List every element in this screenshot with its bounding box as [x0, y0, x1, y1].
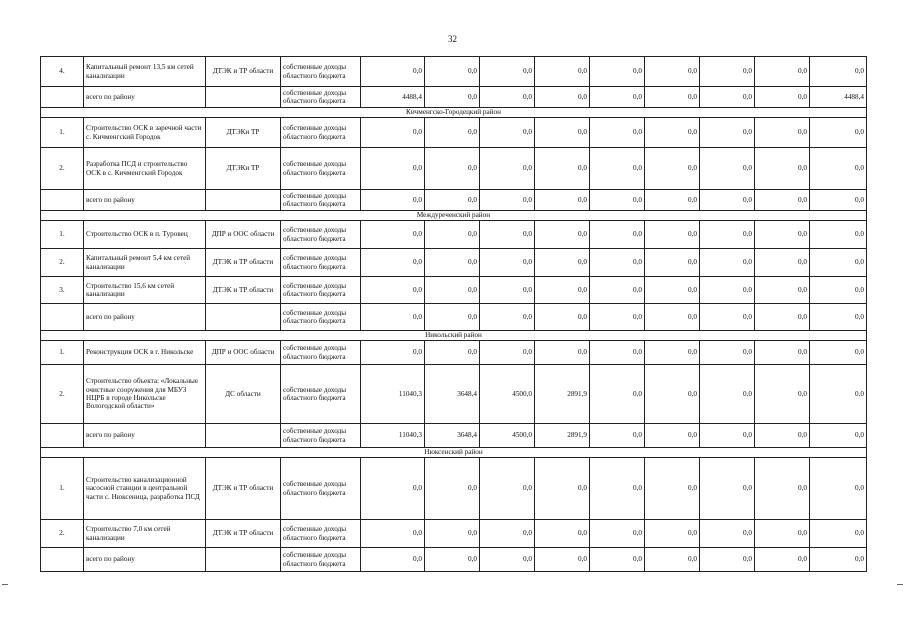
amount-cell: 0,0: [425, 57, 480, 87]
executor: [206, 548, 281, 572]
funding-source: собственные доходы областного бюджета: [281, 118, 361, 148]
amount-cell: 0,0: [590, 148, 645, 190]
amount-cell: 0,0: [590, 57, 645, 87]
amount-cell: 0,0: [590, 365, 645, 424]
amount-cell: 0,0: [810, 148, 867, 190]
amount-cell: 0,0: [590, 520, 645, 548]
amount-cell: 0,0: [535, 341, 590, 365]
amount-cell: 0,0: [755, 87, 810, 108]
amount-cell: 11040,3: [361, 424, 425, 448]
amount-cell: 0,0: [700, 249, 755, 277]
amount-cell: 0,0: [535, 87, 590, 108]
amount-cell: 0,0: [700, 87, 755, 108]
amount-cell: 0,0: [361, 148, 425, 190]
amount-cell: 3648,4: [425, 424, 480, 448]
row-number: 1.: [41, 341, 84, 365]
district-header-row: [41, 108, 867, 118]
amount-cell: 0,0: [535, 190, 590, 211]
amount-cell: 0,0: [590, 87, 645, 108]
amount-cell: 0,0: [480, 548, 535, 572]
district-title: Кичменгско-Городецкий район: [41, 108, 867, 118]
amount-cell: 0,0: [700, 277, 755, 304]
left-edge-mark: [2, 584, 8, 585]
table-row: [41, 520, 867, 548]
activity-name: Строительство канализационной насосной станции в центральной части с. Нюксеница, разработка ПСД: [84, 458, 206, 520]
funding-source: собственные доходы областного бюджета: [281, 221, 361, 249]
amount-cell: 0,0: [361, 190, 425, 211]
row-number: 2.: [41, 520, 84, 548]
amount-cell: 0,0: [361, 341, 425, 365]
amount-cell: 0,0: [700, 304, 755, 331]
amount-cell: 0,0: [700, 424, 755, 448]
amount-cell: 0,0: [755, 365, 810, 424]
amount-cell: 0,0: [425, 458, 480, 520]
amount-cell: 0,0: [810, 424, 867, 448]
amount-cell: 0,0: [480, 304, 535, 331]
table-row: [41, 57, 867, 87]
amount-cell: 0,0: [425, 249, 480, 277]
district-total-row: [41, 87, 867, 108]
amount-cell: 0,0: [425, 304, 480, 331]
amount-cell: 0,0: [535, 249, 590, 277]
amount-cell: 0,0: [810, 118, 867, 148]
amount-cell: 0,0: [425, 118, 480, 148]
activity-name: всего по району: [84, 190, 206, 211]
amount-cell: 11040,3: [361, 365, 425, 424]
amount-cell: 0,0: [810, 520, 867, 548]
table-row: [41, 221, 867, 249]
amount-cell: 0,0: [700, 118, 755, 148]
amount-cell: 0,0: [645, 341, 700, 365]
amount-cell: 0,0: [810, 57, 867, 87]
table-row: [41, 148, 867, 190]
amount-cell: 0,0: [755, 57, 810, 87]
activity-name: Строительство объекта: «Локальные очистные сооружения для МБУЗ НЦРБ в городе Никольске Вологодской области»: [84, 365, 206, 424]
amount-cell: 0,0: [361, 249, 425, 277]
amount-cell: 3648,4: [425, 365, 480, 424]
amount-cell: 0,0: [810, 277, 867, 304]
amount-cell: 0,0: [480, 221, 535, 249]
amount-cell: 0,0: [645, 458, 700, 520]
amount-cell: 0,0: [645, 365, 700, 424]
table-body: [41, 57, 867, 572]
funding-source: собственные доходы областного бюджета: [281, 190, 361, 211]
amount-cell: 0,0: [645, 520, 700, 548]
amount-cell: 0,0: [425, 548, 480, 572]
row-number: 1.: [41, 458, 84, 520]
row-number: 3.: [41, 277, 84, 304]
amount-cell: 4500,0: [480, 424, 535, 448]
amount-cell: 0,0: [480, 57, 535, 87]
executor: [206, 304, 281, 331]
amount-cell: 0,0: [361, 118, 425, 148]
amount-cell: 4500,0: [480, 365, 535, 424]
amount-cell: 0,0: [645, 304, 700, 331]
row-number: [41, 548, 84, 572]
activity-name: всего по району: [84, 87, 206, 108]
funding-source: собственные доходы областного бюджета: [281, 520, 361, 548]
amount-cell: 0,0: [645, 548, 700, 572]
executor: [206, 87, 281, 108]
amount-cell: 4488,4: [361, 87, 425, 108]
amount-cell: 0,0: [700, 458, 755, 520]
amount-cell: 0,0: [645, 249, 700, 277]
row-number: [41, 87, 84, 108]
amount-cell: 0,0: [425, 341, 480, 365]
amount-cell: 0,0: [700, 520, 755, 548]
funding-source: собственные доходы областного бюджета: [281, 87, 361, 108]
amount-cell: 0,0: [361, 57, 425, 87]
page-number: 32: [448, 34, 457, 44]
funding-source: собственные доходы областного бюджета: [281, 277, 361, 304]
activity-name: Реконструкция ОСК в г. Никольске: [84, 341, 206, 365]
amount-cell: 0,0: [755, 424, 810, 448]
table-row: [41, 458, 867, 520]
amount-cell: 0,0: [425, 190, 480, 211]
amount-cell: 0,0: [645, 424, 700, 448]
district-total-row: [41, 548, 867, 572]
amount-cell: 0,0: [535, 118, 590, 148]
table-row: [41, 341, 867, 365]
executor: ДПР и ООС области: [206, 341, 281, 365]
activity-name: всего по району: [84, 304, 206, 331]
row-number: 1.: [41, 118, 84, 148]
district-total-row: [41, 424, 867, 448]
amount-cell: 0,0: [535, 277, 590, 304]
amount-cell: 0,0: [361, 304, 425, 331]
activity-name: Строительство 7,0 км сетей канализации: [84, 520, 206, 548]
amount-cell: 0,0: [480, 87, 535, 108]
amount-cell: 0,0: [480, 118, 535, 148]
amount-cell: 0,0: [590, 190, 645, 211]
amount-cell: 0,0: [535, 548, 590, 572]
activity-name: Строительство ОСК в п. Туровец: [84, 221, 206, 249]
amount-cell: 0,0: [700, 548, 755, 572]
amount-cell: 0,0: [480, 520, 535, 548]
amount-cell: 0,0: [810, 458, 867, 520]
amount-cell: 0,0: [590, 118, 645, 148]
executor: ДТЭК и ТР области: [206, 458, 281, 520]
amount-cell: 0,0: [590, 424, 645, 448]
amount-cell: 0,0: [810, 249, 867, 277]
amount-cell: 0,0: [590, 341, 645, 365]
executor: ДТЭКи ТР: [206, 118, 281, 148]
district-header-row: [41, 211, 867, 221]
executor: ДПР и ООС области: [206, 221, 281, 249]
amount-cell: 0,0: [361, 520, 425, 548]
activity-name: Строительство 15,6 км сетей канализации: [84, 277, 206, 304]
amount-cell: 0,0: [535, 148, 590, 190]
amount-cell: 0,0: [590, 304, 645, 331]
district-title: Никольский район: [41, 331, 867, 341]
executor: ДТЭК и ТР области: [206, 520, 281, 548]
activity-name: Капитальный ремонт 5,4 км сетей канализации: [84, 249, 206, 277]
funding-source: собственные доходы областного бюджета: [281, 249, 361, 277]
funding-source: собственные доходы областного бюджета: [281, 304, 361, 331]
amount-cell: 0,0: [755, 221, 810, 249]
amount-cell: 0,0: [755, 304, 810, 331]
funding-source: собственные доходы областного бюджета: [281, 148, 361, 190]
amount-cell: 0,0: [480, 458, 535, 520]
amount-cell: 0,0: [700, 190, 755, 211]
row-number: [41, 190, 84, 211]
activity-name: Строительство ОСК в заречной части с. Кичменгский Городок: [84, 118, 206, 148]
executor: ДТЭКи ТР: [206, 148, 281, 190]
amount-cell: 0,0: [590, 249, 645, 277]
amount-cell: 0,0: [700, 341, 755, 365]
amount-cell: 0,0: [535, 458, 590, 520]
activity-name: Капитальный ремонт 13,5 км сетей канализации: [84, 57, 206, 87]
funding-source: собственные доходы областного бюджета: [281, 458, 361, 520]
amount-cell: 0,0: [755, 148, 810, 190]
amount-cell: 0,0: [425, 520, 480, 548]
funding-source: собственные доходы областного бюджета: [281, 341, 361, 365]
table-row: [41, 277, 867, 304]
amount-cell: 0,0: [755, 118, 810, 148]
row-number: 1.: [41, 221, 84, 249]
table-row: [41, 249, 867, 277]
amount-cell: 0,0: [700, 221, 755, 249]
budget-table: [40, 56, 867, 572]
activity-name: Разработка ПСД и строительство ОСК в с. Кичменгский Городок: [84, 148, 206, 190]
amount-cell: 0,0: [425, 148, 480, 190]
district-title: Нюксенский район: [41, 448, 867, 458]
right-edge-mark: [897, 584, 903, 585]
amount-cell: 0,0: [810, 304, 867, 331]
amount-cell: 0,0: [425, 277, 480, 304]
executor: ДТЭК и ТР области: [206, 57, 281, 87]
funding-source: собственные доходы областного бюджета: [281, 424, 361, 448]
row-number: 2.: [41, 365, 84, 424]
amount-cell: 2891,9: [535, 365, 590, 424]
funding-source: собственные доходы областного бюджета: [281, 57, 361, 87]
amount-cell: 0,0: [645, 277, 700, 304]
amount-cell: 0,0: [590, 458, 645, 520]
district-total-row: [41, 304, 867, 331]
amount-cell: 0,0: [755, 458, 810, 520]
funding-source: собственные доходы областного бюджета: [281, 548, 361, 572]
funding-source: собственные доходы областного бюджета: [281, 365, 361, 424]
amount-cell: 0,0: [361, 458, 425, 520]
district-header-row: [41, 448, 867, 458]
row-number: [41, 304, 84, 331]
amount-cell: 0,0: [535, 520, 590, 548]
amount-cell: 0,0: [535, 221, 590, 249]
district-header-row: [41, 331, 867, 341]
amount-cell: 0,0: [645, 190, 700, 211]
table-row: [41, 365, 867, 424]
amount-cell: 0,0: [361, 548, 425, 572]
amount-cell: 0,0: [480, 277, 535, 304]
amount-cell: 0,0: [755, 548, 810, 572]
amount-cell: 0,0: [480, 341, 535, 365]
amount-cell: 0,0: [535, 304, 590, 331]
amount-cell: 0,0: [645, 87, 700, 108]
amount-cell: 0,0: [755, 277, 810, 304]
district-total-row: [41, 190, 867, 211]
amount-cell: 0,0: [700, 57, 755, 87]
amount-cell: 0,0: [810, 548, 867, 572]
amount-cell: 0,0: [645, 57, 700, 87]
amount-cell: 0,0: [645, 148, 700, 190]
amount-cell: 0,0: [755, 520, 810, 548]
amount-cell: 0,0: [810, 365, 867, 424]
amount-cell: 0,0: [700, 365, 755, 424]
amount-cell: 0,0: [535, 57, 590, 87]
amount-cell: 0,0: [645, 118, 700, 148]
amount-cell: 4488,4: [810, 87, 867, 108]
amount-cell: 0,0: [590, 277, 645, 304]
amount-cell: 0,0: [590, 221, 645, 249]
table-row: [41, 118, 867, 148]
amount-cell: 0,0: [645, 221, 700, 249]
row-number: 2.: [41, 249, 84, 277]
amount-cell: 0,0: [755, 249, 810, 277]
row-number: 2.: [41, 148, 84, 190]
executor: [206, 424, 281, 448]
activity-name: всего по району: [84, 424, 206, 448]
row-number: [41, 424, 84, 448]
amount-cell: 0,0: [810, 221, 867, 249]
row-number: 4.: [41, 57, 84, 87]
amount-cell: 0,0: [810, 190, 867, 211]
amount-cell: 0,0: [361, 221, 425, 249]
amount-cell: 2891,9: [535, 424, 590, 448]
amount-cell: 0,0: [810, 341, 867, 365]
amount-cell: 0,0: [480, 249, 535, 277]
executor: ДТЭК и ТР области: [206, 249, 281, 277]
executor: [206, 190, 281, 211]
district-title: Междуреченский район: [41, 211, 867, 221]
amount-cell: 0,0: [425, 221, 480, 249]
amount-cell: 0,0: [361, 277, 425, 304]
amount-cell: 0,0: [590, 548, 645, 572]
amount-cell: 0,0: [755, 341, 810, 365]
executor: ДС области: [206, 365, 281, 424]
amount-cell: 0,0: [700, 148, 755, 190]
amount-cell: 0,0: [480, 148, 535, 190]
amount-cell: 0,0: [480, 190, 535, 211]
activity-name: всего по району: [84, 548, 206, 572]
amount-cell: 0,0: [755, 190, 810, 211]
amount-cell: 0,0: [425, 87, 480, 108]
executor: ДТЭК и ТР области: [206, 277, 281, 304]
